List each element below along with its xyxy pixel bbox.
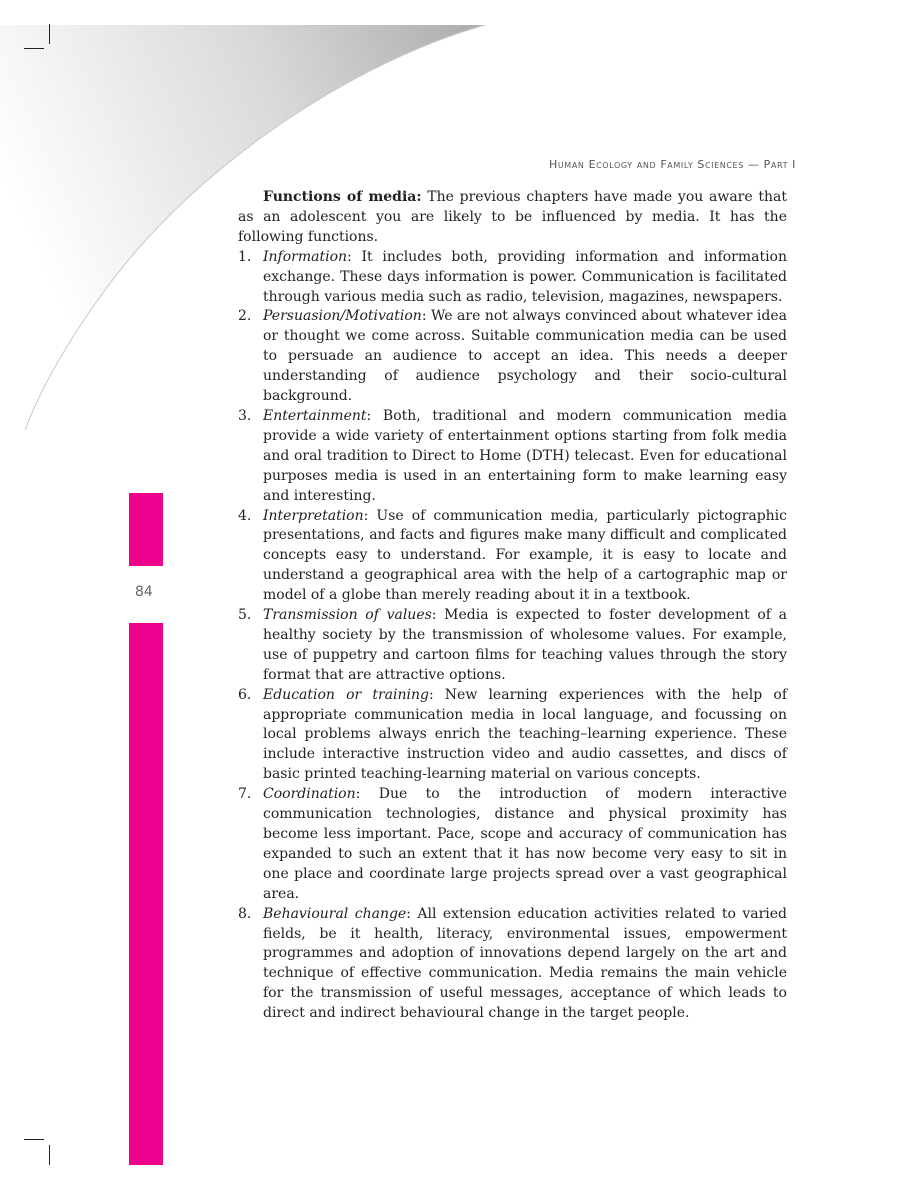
item-text: : All extension education activities related to varied fields, be it health, literacy, environmental issues, empowerment programmes and adoption of innovations depend largely on the art and technique of effective communication. Media remains the main vehicle for the transmission of useful messages, acceptance of which leads to direct and indirect behavioural change in the target people.: [263, 905, 787, 1022]
crop-mark-bottom-h: [24, 1139, 44, 1140]
item-term: Entertainment: [263, 407, 367, 424]
item-term: Transmission of values: [263, 607, 432, 624]
side-bar-top: [129, 493, 163, 566]
item-number: 2.: [238, 308, 252, 325]
item-number: 8.: [238, 905, 252, 922]
crop-mark-top-v: [49, 24, 50, 44]
intro-paragraph: [238, 188, 787, 248]
item-text: : New learning experiences with the help of appropriate communication media in local language, and focussing on local problems always enrich the teaching–learning experience. These include interactive instruction video and audio cassettes, and discs of basic printed teaching-learning material on various concepts.: [263, 686, 787, 783]
page-number: 84: [135, 584, 153, 600]
item-text: : Media is expected to foster development of a healthy society by the transmission of wholesome values. For example, use of puppetry and cartoon films for teaching values through the story format that are attractive options.: [263, 607, 787, 683]
item-term: Persuasion/Motivation: [263, 308, 422, 325]
item-number: 6.: [238, 686, 252, 703]
functions-list: [238, 248, 787, 1024]
crop-mark-bottom-v: [49, 1145, 50, 1165]
item-number: 3.: [238, 407, 252, 424]
list-item: [238, 248, 787, 308]
running-header: Human Ecology and Family Sciences — Part I: [548, 158, 796, 171]
item-term: Behavioural change: [263, 905, 407, 922]
item-text: : We are not always convinced about whatever idea or thought we come across. Suitable communication media can be used to persuade an audience to accept an idea. This needs a deeper understanding of audience psychology and their socio-cultural background.: [263, 308, 787, 405]
page-content: [238, 188, 787, 1024]
item-term: Information: [263, 248, 348, 265]
item-term: Coordination: [263, 786, 356, 803]
list-item: [238, 606, 787, 686]
item-text: : Due to the introduction of modern interactive communication technologies, distance and physical proximity has become less important. Pace, scope and accuracy of communication has expanded to such an extent that it has now become very easy to sit in one place and coordinate large projects spread over a vast geographical area.: [263, 786, 787, 902]
item-number: 5.: [238, 607, 252, 624]
side-bar-bottom: [129, 623, 163, 1165]
item-term: Education or training: [263, 686, 429, 703]
list-item: [238, 785, 787, 904]
item-number: 4.: [238, 507, 252, 524]
item-text: : Both, traditional and modern communication media provide a wide variety of entertainment options starting from folk media and oral tradition to Direct to Home (DTH) telecast. Even for educational purposes media is used in an entertaining form to make learning easy and interesting.: [263, 407, 787, 504]
intro-text: The previous chapters have made you aware that as an adolescent you are likely to be influenced by media. It has the following functions.: [238, 189, 788, 245]
item-text: : Use of communication media, particularly pictographic presentations, and facts and figures make many difficult and complicated concepts easy to understand. For example, it is easy to locate and understand a geographical area with the help of a cartographic map or model of a globe than merely reading about it in a textbook.: [263, 507, 787, 604]
list-item: [238, 686, 787, 786]
list-item: [238, 307, 787, 407]
list-item: [238, 507, 787, 607]
list-item: [238, 407, 787, 507]
item-text: : It includes both, providing information and information exchange. These days information is power. Communication is facilitated through various media such as radio, television, magazines, newspapers.: [263, 248, 787, 305]
intro-heading: Functions of media:: [263, 189, 422, 205]
item-number: 1.: [238, 248, 252, 265]
crop-mark-top-h: [24, 48, 44, 49]
item-term: Interpretation: [263, 507, 364, 524]
list-item: [238, 905, 787, 1024]
item-number: 7.: [238, 786, 252, 803]
